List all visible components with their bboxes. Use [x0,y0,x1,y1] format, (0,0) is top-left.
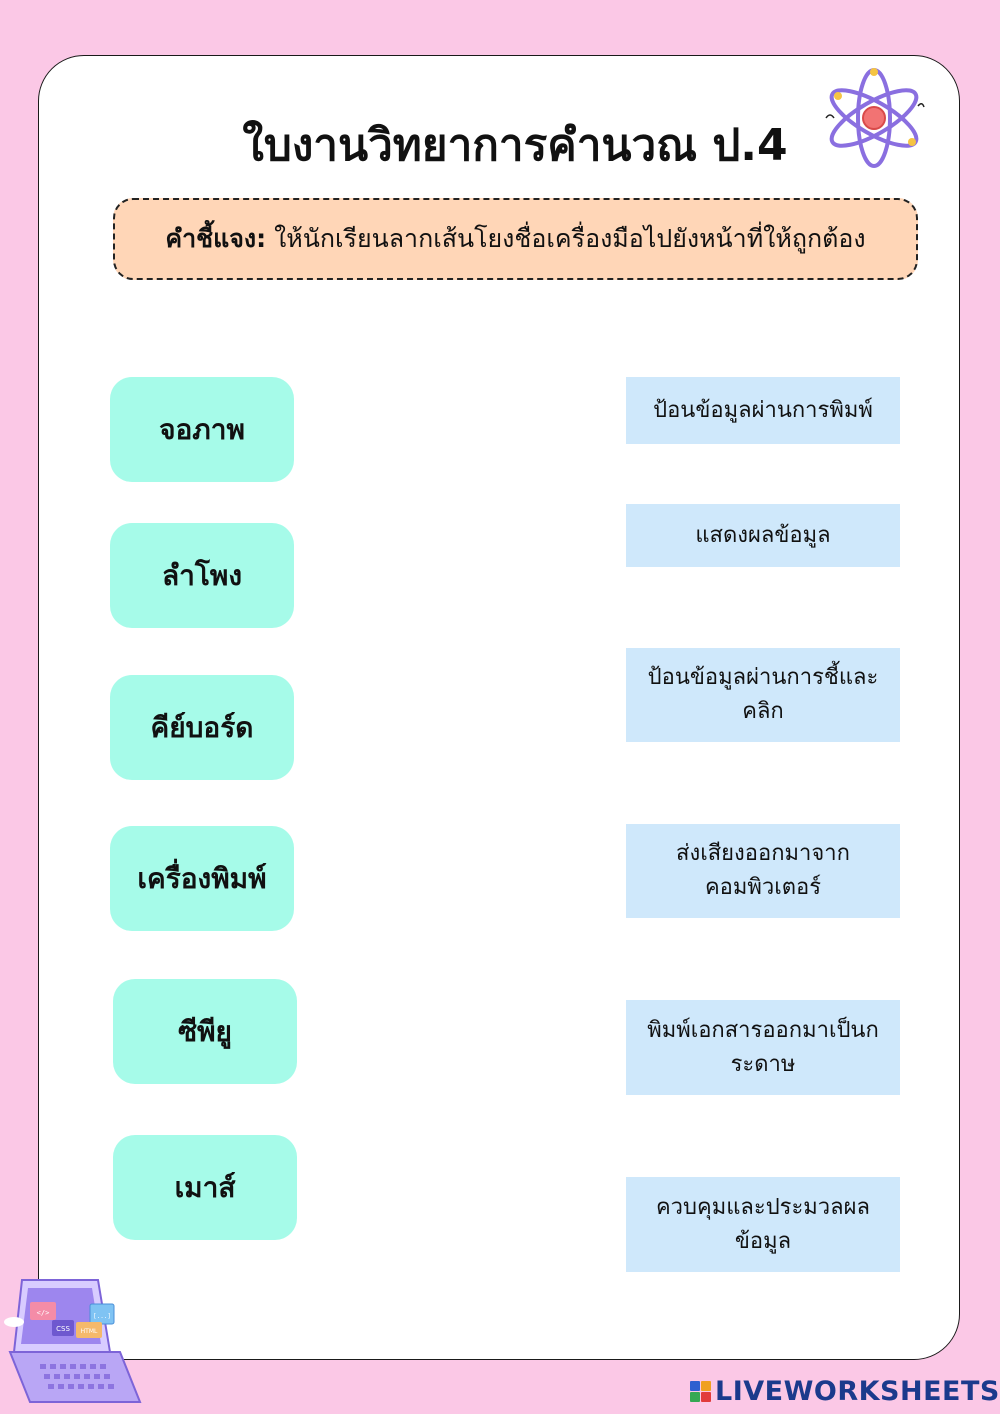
instruction-text: ให้นักเรียนลากเส้นโยงชื่อเครื่องมือไปยังหน้าที่ให้ถูกต้อง [274,224,866,253]
tool-box-monitor[interactable] [110,377,294,482]
laptop-code-icon [0,1272,150,1414]
logo-mark-icon [690,1381,711,1402]
tool-box-printer[interactable] [110,826,294,931]
function-label: พิมพ์เอกสารออกมาเป็นกระดาษ [647,1017,879,1077]
atom-icon [818,66,930,170]
instruction-box [113,198,918,280]
code-tag: </> [36,1309,50,1317]
function-box-sound-output[interactable] [626,824,900,918]
function-label: ป้อนข้อมูลผ่านการชี้และคลิก [647,665,879,724]
logo-text: LIVEWORKSHEETS [715,1375,1000,1407]
liveworksheets-logo [690,1374,1000,1408]
tool-label: เครื่องพิมพ์ [137,861,267,895]
function-label: ควบคุมและประมวลผลข้อมูล [655,1194,871,1254]
tool-box-cpu[interactable] [113,979,297,1084]
function-box-point-click-input[interactable] [626,648,900,742]
function-box-typing-input[interactable] [626,377,900,444]
page-title: ใบงานวิทยาการคำนวณ ป.4 [242,120,788,171]
tool-label: ลำโพง [161,558,243,592]
function-label: แสดงผลข้อมูล [695,522,831,548]
function-box-process-data[interactable] [626,1177,900,1272]
css-tag: CSS [56,1325,70,1333]
tool-box-speaker[interactable] [110,523,294,628]
html-tag: HTML [80,1328,98,1335]
instruction-label: คำชี้แจง: [165,224,267,253]
tool-box-mouse[interactable] [113,1135,297,1240]
tool-box-keyboard[interactable] [110,675,294,780]
function-label: ส่งเสียงออกมาจากคอมพิวเตอร์ [676,841,850,900]
tool-label: คีย์บอร์ด [150,710,254,744]
tool-label: เมาส์ [174,1170,236,1204]
bracket-tag: [...] [92,1313,112,1320]
function-box-display-output[interactable] [626,504,900,567]
function-box-print-paper[interactable] [626,1000,900,1095]
tool-label: จอภาพ [159,412,245,446]
function-label: ป้อนข้อมูลผ่านการพิมพ์ [653,397,873,423]
tool-label: ซีพียู [178,1014,232,1048]
